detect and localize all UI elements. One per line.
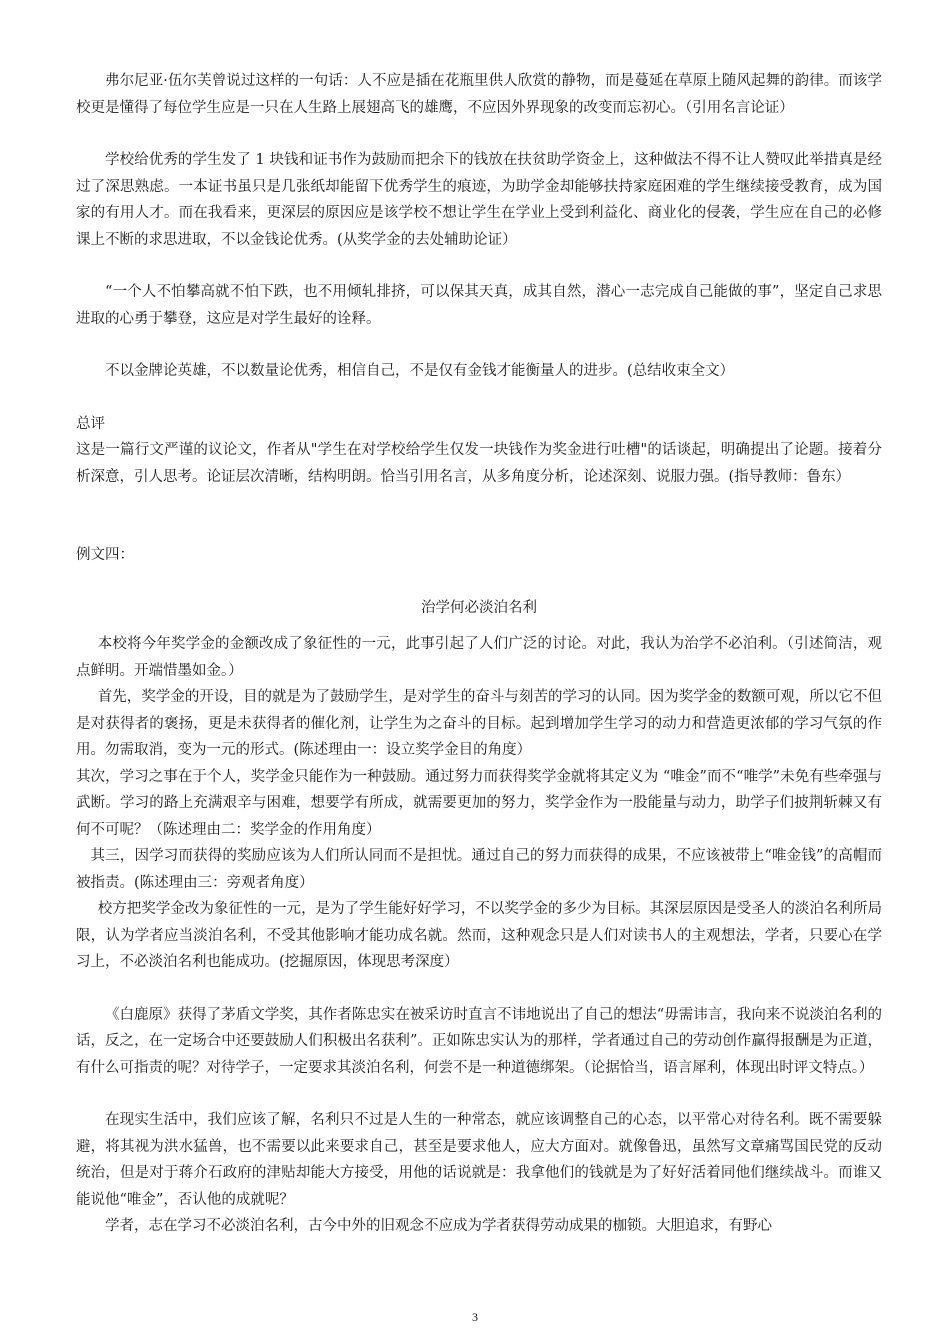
review-text: 这是一篇行文严谨的议论文，作者从"学生在对学校给学生仅发一块钱作为奖金进行吐槽"的话谈起，明确提出了论题。接着分析深意，引人思考。论证层次清晰，结构明朗。恰当引用名言，从多角度分析，论述深刻、说服力强。(指导教师：鲁东） (76, 442, 882, 485)
essay-paragraph: 其三，因学习而获得的奖励应该为人们所认同而不是担忧。通过自己的努力而获得的成果，不应该被带上“唯金钱”的高帽而被指责。(陈述理由三：旁观者角度） (76, 848, 882, 891)
document-page (76, 68, 882, 1240)
paragraph-conclusion: 不以金牌论英雄，不以数量论优秀，相信自己，不是仅有金钱才能衡量人的进步。(总结收束全文） (105, 363, 735, 379)
essay-paragraph: 在现实生活中，我们应该了解，名利只不过是人生的一种常态，就应该调整自己的心态，以平常心对待名利。既不需要躲避，将其视为洪水猛兽，也不需要以此来要求自己，甚至是要求他人，应大方面对。就像鲁迅，虽然写文章痛骂国民党的反动统治，但是对于蒋介石政府的津贴却能大方接受，用他的话说就是：我拿他们的钱就是为了好好活着同他们继续战斗。而谁又能说他“唯金”，否认他的成就呢？ (76, 1112, 882, 1208)
essay-paragraph: 首先，奖学金的开设，目的就是为了鼓励学生，是对学生的奋斗与刻苦的学习的认同。因为奖学金的数额可观，所以它不但是对获得者的褒扬，更是未获得者的催化剂，让学生为之奋斗的目标。起到增加学生学习的动力和营造更浓郁的学习气氛的作用。勿需取消，变为一元的形式。(陈述理由一：设立奖学金目的角度） (76, 689, 882, 758)
page-number: 3 (472, 1310, 478, 1324)
essay-title: 治学何必淡泊名利 (421, 599, 537, 616)
essay-paragraph: 本校将今年奖学金的金额改成了象征性的一元，此事引起了人们广泛的讨论。对此，我认为治学不必泊利。（引述简洁，观点鲜明。开端惜墨如金。） (76, 636, 882, 679)
paragraph-quote-woolf: 弗尔尼亚·伍尔芙曾说过这样的一句话：人不应是插在花瓶里供人欣赏的静物，而是蔓延在草原上随风起舞的韵律。而该学校更是懂得了每位学生应是一只在人生路上展翅高飞的雄鹰，不应因外界现象的改变而忘初心。（引用名言论证） (76, 73, 882, 116)
essay-paragraph: 《白鹿原》获得了茅盾文学奖，其作者陈忠实在被采访时直言不讳地说出了自己的想法“毋需讳言，我向来不说淡泊名利的话，反之，在一定场合中还要鼓励人们积极出名获利”。正如陈忠实认为的那样，学者通过自己的劳动创作赢得报酬是为正道，有什么可指责的呢？对待学子，一定要求其淡泊名利，何尝不是一种道德绑架。（论据恰当，语言犀利，体现出时评文特点。） (76, 1006, 882, 1076)
essay-paragraph: 其次，学习之事在于个人，奖学金只能作为一种鼓励。通过努力而获得奖学金就将其定义为 “唯金”而不“唯学”未免有些牵强与武断。学习的路上充满艰辛与困难，想要学有所成，就需要更加的努力，奖学金作为一股能量与动力，助学子们披荆斩棘又有何不可呢？（陈述理由二：奖学金的作用角度） (76, 768, 882, 838)
essay-paragraph: 校方把奖学金改为象征性的一元，是为了学生能好好学习，不以奖学金的多少为目标。其深层原因是受圣人的淡泊名利所局限，认为学者应当淡泊名利，不受其他影响才能功成名就。然而，这种观念只是人们对读书人的主观想法，学者，只要心在学习上，不必淡泊名利也能成功。(挖掘原因，体现思考深度） (76, 901, 882, 970)
paragraph-scholarship-usage: 学校给优秀的学生发了 1 块钱和证书作为鼓励而把余下的钱放在扶贫助学资金上，这种做法不得不让人赞叹此举措真是经过了深思熟虑。一本证书虽只是几张纸却能留下优秀学生的痕迹，为助学金却能够扶持家庭困难的学生继续接受教育，成为国家的有用人才。而在我看来，更深层的原因应是该学校不想让学生在学业上受到利益化、商业化的侵袭，学生应在自己的必修课上不断的求思进取，不以金钱论优秀。(从奖学金的去处辅助论证） (76, 152, 882, 248)
paragraph-quote-climb: “一个人不怕攀高就不怕下跌，也不用倾轧排挤，可以保其天真，成其自然，潜心一志完成自己能做的事”，坚定自己求思进取的心勇于攀登，这应是对学生最好的诠释。 (76, 284, 882, 327)
review-heading: 总评 (76, 415, 105, 432)
example-label: 例文四： (76, 547, 134, 563)
essay-paragraph: 学者，志在学习不必淡泊名利，古今中外的旧观念不应成为学者获得劳动成果的枷锁。大胆追求，有野心 (105, 1218, 772, 1234)
